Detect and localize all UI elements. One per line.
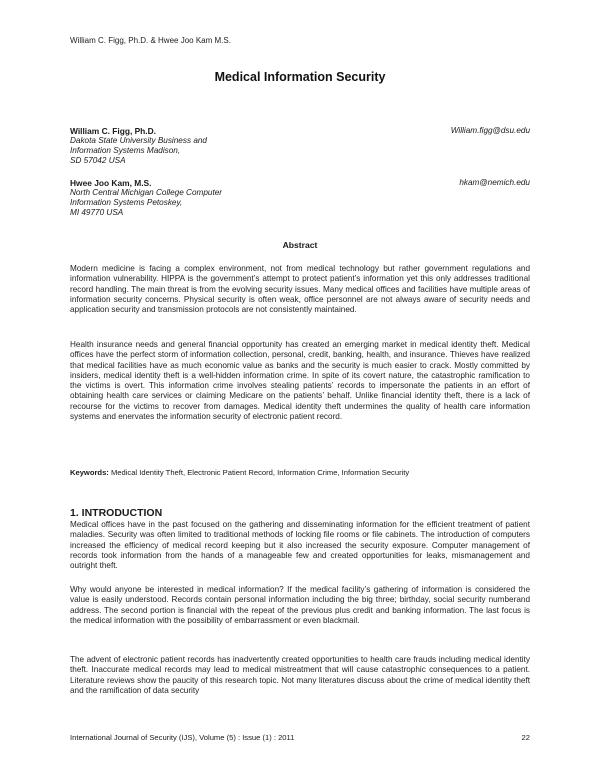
intro-paragraph-3: The advent of electronic patient records has inadvertently created opportunities to health care frauds including medical identity theft. Inaccurate medical records may lead to medical mistreatment that will cause catastrophic consequences to a patient. Literature reviews show the paucity of this research topic. Not many literatures discuss about the crime of medical identity theft and the ramification of data security (70, 655, 530, 695)
paper-title: Medical Information Security (214, 70, 386, 84)
keywords-text: Medical Identity Theft, Electronic Patient Record, Information Crime, Information Security (110, 468, 410, 477)
author-affiliation-line: Information Systems Petoskey, (70, 198, 183, 207)
running-head: William C. Figg, Ph.D. & Hwee Joo Kam M.S. (70, 36, 231, 45)
section-heading-introduction: 1. INTRODUCTION (70, 507, 163, 519)
keywords-line (70, 468, 530, 478)
author-affiliation-line: Information Systems Madison, (70, 146, 181, 155)
journal-citation: International Journal of Security (IJS), Volume (5) : Issue (1) : 2011 (70, 733, 295, 742)
author-email[interactable]: William.figg@dsu.edu (450, 126, 530, 135)
abstract-paragraph-2: Health insurance needs and general financial opportunity has created an emerging market in medical identity theft. Medical offices have the perfect storm of information collection, personal, credit, banking, health, and insurance. Thieves have realized that medical facilities have as much economic value as banks and the security is much easier to crack. Mostly committed by insiders, medical identity theft is a well-hidden information crime. In spite of its covert nature, the catastrophic ramification to the victims is overt. This information crime involves stealing patients’ records to impersonate the patients in an effort of obtaining health care services or claiming Medicare on the patients’ behalf. Unlike financial identity theft, there is a lack of recourse for the victims to recover from damages. Medical identity theft undermines the quality of health care information systems and enervates the information security of electronic patient record. (70, 340, 530, 422)
author-block-2 (70, 178, 530, 218)
page-number: 22 (521, 733, 530, 742)
intro-paragraph-2: Why would anyone be interested in medical information? If the medical facility’s gathering of information is considered the value is easily understood. Records contain personal information including the big three; birthday, social security numberand address. The second portion is financial with the repeat of the previous plus credit and banking information. The last focus is the medical information with the possibility of embarrassment or even blackmail. (70, 585, 530, 625)
keywords-label: Keywords: (70, 468, 109, 477)
page-footer (70, 733, 530, 742)
abstract-heading: Abstract (282, 240, 318, 250)
author-block-1 (70, 126, 530, 166)
intro-paragraph-1: Medical offices have in the past focused on the gathering and disseminating information for the efficient treatment of patient maladies. Security was often limited to traditional methods of locking file rooms or file cabinets. The introduction of computers increased the efficiency of medical record keeping but it also increased the security exposure. Computer management of records took information from the hands of a manageable few and created opportunities for leaks, mismanagement and outright theft. (70, 520, 530, 571)
author-name: William C. Figg, Ph.D. (70, 126, 157, 136)
author-affiliation-line: MI 49770 USA (70, 208, 124, 217)
author-affiliation-line: SD 57042 USA (70, 156, 126, 165)
author-affiliation-line: North Central Michigan College Computer (70, 188, 222, 197)
abstract-paragraph-1: Modern medicine is facing a complex environment, not from medical technology but rather government regulations and information vulnerability. HIPPA is the government’s attempt to protect patient’s information yet this only addresses traditional record handling. The main threat is from the evolving security issues. Many medical offices and facilities have multiple areas of information security concerns. Physical security is often weak, office personnel are not always aware of security needs and application security and transmission protocols are not consistently maintained. (70, 264, 530, 315)
author-email[interactable]: hkam@nemich.edu (459, 178, 530, 187)
author-name: Hwee Joo Kam, M.S. (70, 178, 152, 188)
author-affiliation-line: Dakota State University Business and (70, 136, 207, 145)
